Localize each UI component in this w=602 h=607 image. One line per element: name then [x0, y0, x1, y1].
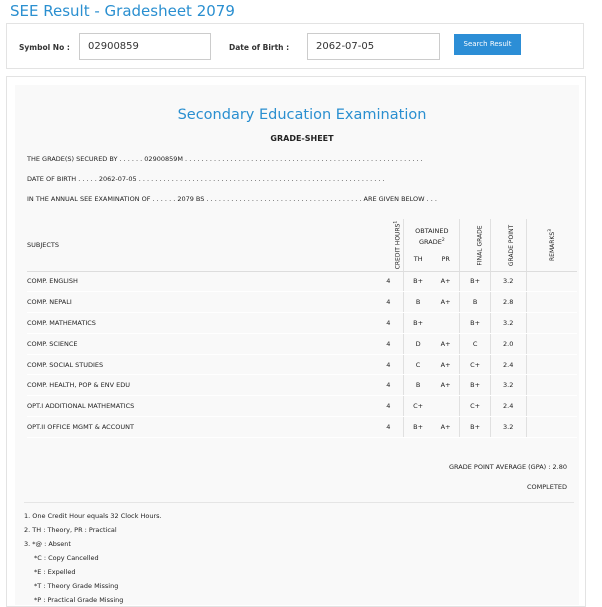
grade-secured-line: THE GRADE(S) SECURED BY . . . . . . 02900859M . . . . . . . . . . . . . . . . . . . . . . . . . . . . . . . . . . . . . . . . . . . . . . . . . . . . . . . . . . — [27, 155, 423, 163]
page-title: SEE Result - Gradesheet 2079 — [10, 2, 235, 20]
final-grade-cell: B+ — [460, 417, 491, 438]
obtained-grade-cell — [404, 354, 460, 375]
pr-grade — [436, 402, 456, 410]
remarks-cell — [526, 313, 577, 334]
col-pr: PR — [441, 254, 450, 263]
gradesheet-title: GRADE-SHEET — [270, 134, 334, 143]
subject-cell: COMP. NEPALI — [27, 292, 373, 313]
pr-grade: A+ — [440, 422, 451, 431]
remarks-cell — [526, 354, 577, 375]
dob-line: DATE OF BIRTH . . . . . 2062-07-05 . . . . . . . . . . . . . . . . . . . . . . . . . . . . . . . . . . . . . . . . . . . . . . . . . . . . . . . . . . . . — [27, 175, 385, 183]
exam-year-line: IN THE ANNUAL SEE EXAMINATION OF . . . . . . 2079 BS . . . . . . . . . . . . . . . . . . . . . . . . . . . . . . . . . . . . . . ARE GIVEN BELOW . . . — [27, 195, 437, 203]
dob-label: Date of Birth : — [229, 43, 290, 52]
obtained-grade-cell — [404, 375, 460, 396]
th-grade: B — [415, 298, 421, 307]
obtained-grade-cell — [404, 333, 460, 354]
grade-table — [27, 219, 577, 438]
symbol-label: Symbol No : — [19, 43, 70, 52]
subject-cell: OPT.II OFFICE MGMT & ACCOUNT — [27, 417, 373, 438]
remarks-cell — [526, 271, 577, 292]
footnote: *T : Theory Grade Missing — [34, 582, 119, 590]
grade-point-cell: 3.2 — [490, 271, 526, 292]
col-subjects: SUBJECTS — [27, 219, 373, 271]
credit-hours-cell: 4 — [373, 292, 404, 313]
grade-point-cell: 3.2 — [490, 313, 526, 334]
credit-hours-cell: 4 — [373, 313, 404, 334]
obtained-grade-cell — [404, 396, 460, 417]
search-result-button[interactable]: Search Result — [454, 34, 521, 55]
grade-point-cell: 2.4 — [490, 354, 526, 375]
final-grade-cell: B+ — [460, 271, 491, 292]
footnote: 2. TH : Theory, PR : Practical — [24, 526, 117, 534]
obtained-grade-cell — [404, 271, 460, 292]
remarks-cell — [526, 417, 577, 438]
obtained-grade-cell — [404, 292, 460, 313]
footnote: *C : Copy Cancelled — [34, 554, 99, 562]
gradesheet — [15, 85, 579, 605]
gpa-line: GRADE POINT AVERAGE (GPA) : 2.80 — [449, 463, 567, 471]
th-grade: C — [415, 360, 421, 369]
pr-grade: A+ — [440, 360, 451, 369]
grade-point-cell: 2.4 — [490, 396, 526, 417]
credit-hours-cell: 4 — [373, 375, 404, 396]
th-grade: B — [415, 381, 421, 390]
table-row — [27, 271, 577, 292]
footnote: *E : Expelled — [34, 568, 76, 576]
pr-grade: A+ — [440, 339, 451, 348]
credit-hours-cell: 4 — [373, 333, 404, 354]
dob-input[interactable]: 2062-07-05 — [307, 33, 440, 60]
grade-point-cell: 2.8 — [490, 292, 526, 313]
search-panel — [6, 23, 584, 69]
result-status: COMPLETED — [527, 483, 567, 491]
pr-grade: A+ — [440, 298, 451, 307]
table-row — [27, 313, 577, 334]
subject-cell: COMP. ENGLISH — [27, 271, 373, 292]
grade-point-cell: 2.0 — [490, 333, 526, 354]
table-row — [27, 375, 577, 396]
obtained-grade-cell — [404, 313, 460, 334]
th-grade: B+ — [413, 277, 424, 286]
col-credit-hours: CREDIT HOURS$^1$ — [373, 219, 404, 271]
col-th: TH — [413, 254, 423, 263]
footnotes — [24, 502, 574, 607]
footnote: 3. *@ : Absent — [24, 540, 71, 548]
remarks-cell — [526, 375, 577, 396]
grade-point-cell: 3.2 — [490, 417, 526, 438]
credit-hours-cell: 4 — [373, 271, 404, 292]
col-obtained-grade: OBTAINED GRADE$^2$ TH PR — [404, 219, 460, 271]
credit-hours-cell: 4 — [373, 396, 404, 417]
th-grade: C+ — [413, 402, 424, 411]
symbol-input[interactable]: 02900859 — [79, 33, 211, 60]
table-row — [27, 292, 577, 313]
th-grade: B+ — [413, 422, 424, 431]
final-grade-cell: B+ — [460, 313, 491, 334]
final-grade-cell: C+ — [460, 354, 491, 375]
pr-grade: A+ — [440, 277, 451, 286]
credit-hours-cell: 4 — [373, 417, 404, 438]
th-grade: D — [415, 339, 421, 348]
final-grade-cell: C+ — [460, 396, 491, 417]
footnote: 1. One Credit Hour equals 32 Clock Hours. — [24, 512, 162, 520]
table-row — [27, 396, 577, 417]
table-row — [27, 333, 577, 354]
subject-cell: COMP. HEALTH, POP & ENV EDU — [27, 375, 373, 396]
remarks-cell — [526, 292, 577, 313]
col-remarks: REMARKS$^3$ — [526, 219, 577, 271]
remarks-cell — [526, 333, 577, 354]
pr-grade — [436, 319, 456, 327]
final-grade-cell: B — [460, 292, 491, 313]
final-grade-cell: C — [460, 333, 491, 354]
exam-title: Secondary Education Examination — [177, 107, 427, 123]
subject-cell: COMP. MATHEMATICS — [27, 313, 373, 334]
gradesheet-container — [6, 76, 586, 607]
footnote: *P : Practical Grade Missing — [34, 596, 124, 604]
subject-cell: COMP. SCIENCE — [27, 333, 373, 354]
table-row — [27, 354, 577, 375]
col-grade-point: GRADE POINT — [490, 219, 526, 271]
final-grade-cell: B+ — [460, 375, 491, 396]
table-row — [27, 417, 577, 438]
subject-cell: OPT.I ADDITIONAL MATHEMATICS — [27, 396, 373, 417]
col-final-grade: FINAL GRADE — [460, 219, 491, 271]
th-grade: B+ — [413, 318, 424, 327]
credit-hours-cell: 4 — [373, 354, 404, 375]
grade-point-cell: 3.2 — [490, 375, 526, 396]
remarks-cell — [526, 396, 577, 417]
pr-grade: A+ — [440, 381, 451, 390]
subject-cell: COMP. SOCIAL STUDIES — [27, 354, 373, 375]
obtained-grade-cell — [404, 417, 460, 438]
